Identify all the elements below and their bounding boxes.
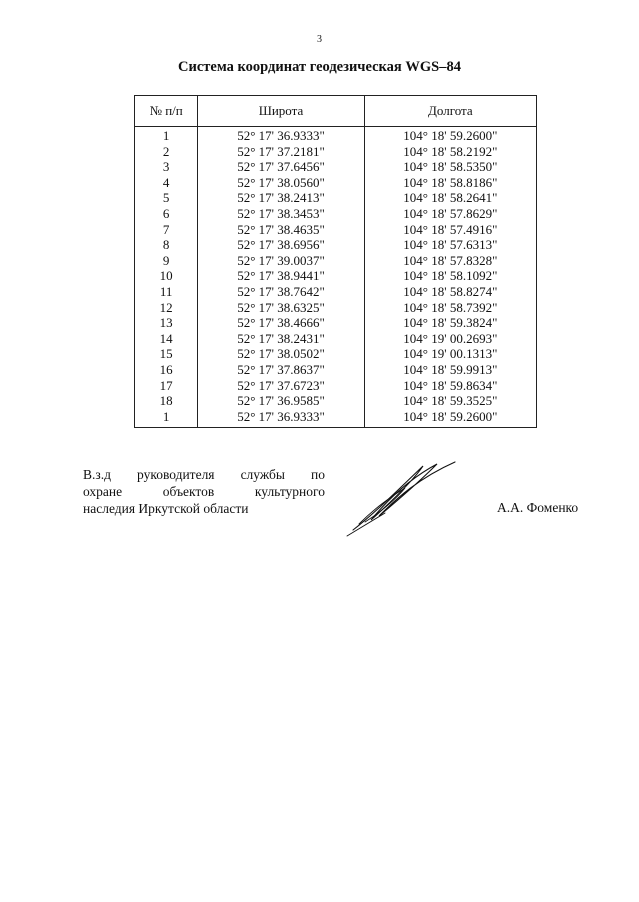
cell-latitude: 52° 17' 38.2431" [198,331,364,347]
cell-latitude: 52° 17' 38.7642" [198,284,364,300]
cell-number: 18 [135,393,198,409]
signatory-position [83,466,325,517]
cell-longitude: 104° 18' 59.2600" [364,127,536,144]
position-word: по [310,467,325,482]
cell-latitude: 52° 17' 36.9333" [198,409,364,428]
table-row [135,190,537,206]
cell-number: 12 [135,300,198,316]
table-row [135,315,537,331]
cell-latitude: 52° 17' 38.0502" [198,346,364,362]
table-row [135,284,537,300]
cell-longitude: 104° 18' 58.8186" [364,175,536,191]
cell-latitude: 52° 17' 37.6456" [198,159,364,175]
cell-longitude: 104° 18' 58.5350" [364,159,536,175]
cell-longitude: 104° 18' 57.6313" [364,237,536,253]
position-line-2 [83,483,325,500]
handwritten-signature [345,458,465,538]
cell-longitude: 104° 18' 58.8274" [364,284,536,300]
cell-longitude: 104° 18' 59.9913" [364,362,536,378]
table-header-row [135,96,537,127]
table-row [135,378,537,394]
position-word: объектов [162,484,215,499]
document-title: Система координат геодезическая WGS–84 [178,59,461,75]
table-row [135,393,537,409]
position-word: В.з.д [83,467,111,482]
position-line-1 [83,466,325,483]
cell-latitude: 52° 17' 36.9585" [198,393,364,409]
table-row [135,127,537,144]
table-body [135,127,537,428]
cell-latitude: 52° 17' 38.9441" [198,268,364,284]
table-row [135,346,537,362]
cell-longitude: 104° 18' 59.3824" [364,315,536,331]
cell-number: 14 [135,331,198,347]
cell-number: 4 [135,175,198,191]
cell-number: 15 [135,346,198,362]
cell-number: 3 [135,159,198,175]
cell-latitude: 52° 17' 38.4635" [198,222,364,238]
cell-number: 16 [135,362,198,378]
cell-latitude: 52° 17' 37.8637" [198,362,364,378]
header-number: № п/п [135,96,198,127]
cell-latitude: 52° 17' 38.3453" [198,206,364,222]
table-row [135,331,537,347]
cell-longitude: 104° 18' 58.1092" [364,268,536,284]
position-word: руководителя [137,467,215,482]
table-row [135,222,537,238]
cell-number: 5 [135,190,198,206]
cell-number: 1 [135,127,198,144]
header-latitude: Широта [198,96,364,127]
cell-longitude: 104° 18' 57.8328" [364,253,536,269]
table-row [135,268,537,284]
page-number: 3 [317,34,322,45]
cell-number: 2 [135,144,198,160]
cell-number: 13 [135,315,198,331]
cell-longitude: 104° 19' 00.2693" [364,331,536,347]
table-row [135,237,537,253]
coordinates-table [134,95,537,428]
cell-latitude: 52° 17' 38.4666" [198,315,364,331]
cell-number: 8 [135,237,198,253]
cell-latitude: 52° 17' 38.0560" [198,175,364,191]
cell-latitude: 52° 17' 37.2181" [198,144,364,160]
cell-latitude: 52° 17' 37.6723" [198,378,364,394]
cell-number: 6 [135,206,198,222]
cell-longitude: 104° 18' 58.2641" [364,190,536,206]
cell-number: 17 [135,378,198,394]
cell-longitude: 104° 18' 58.7392" [364,300,536,316]
cell-number: 9 [135,253,198,269]
cell-longitude: 104° 18' 57.8629" [364,206,536,222]
cell-longitude: 104° 18' 59.8634" [364,378,536,394]
cell-latitude: 52° 17' 38.2413" [198,190,364,206]
table-row [135,144,537,160]
cell-latitude: 52° 17' 38.6956" [198,237,364,253]
position-word: культурного [254,484,325,499]
table-row [135,175,537,191]
cell-longitude: 104° 18' 58.2192" [364,144,536,160]
cell-number: 7 [135,222,198,238]
cell-longitude: 104° 18' 59.3525" [364,393,536,409]
position-line-3: наследия Иркутской области [83,501,249,516]
table-row [135,409,537,428]
signatory-name: А.А. Фоменко [497,500,579,515]
cell-number: 10 [135,268,198,284]
cell-longitude: 104° 18' 57.4916" [364,222,536,238]
cell-longitude: 104° 18' 59.2600" [364,409,536,428]
table-row [135,206,537,222]
cell-latitude: 52° 17' 36.9333" [198,127,364,144]
cell-number: 11 [135,284,198,300]
table-row [135,300,537,316]
table-row [135,159,537,175]
position-word: службы [240,467,285,482]
cell-longitude: 104° 19' 00.1313" [364,346,536,362]
table-row [135,362,537,378]
cell-number: 1 [135,409,198,428]
header-longitude: Долгота [364,96,536,127]
position-word: охране [83,484,123,499]
cell-latitude: 52° 17' 39.0037" [198,253,364,269]
table-row [135,253,537,269]
cell-latitude: 52° 17' 38.6325" [198,300,364,316]
